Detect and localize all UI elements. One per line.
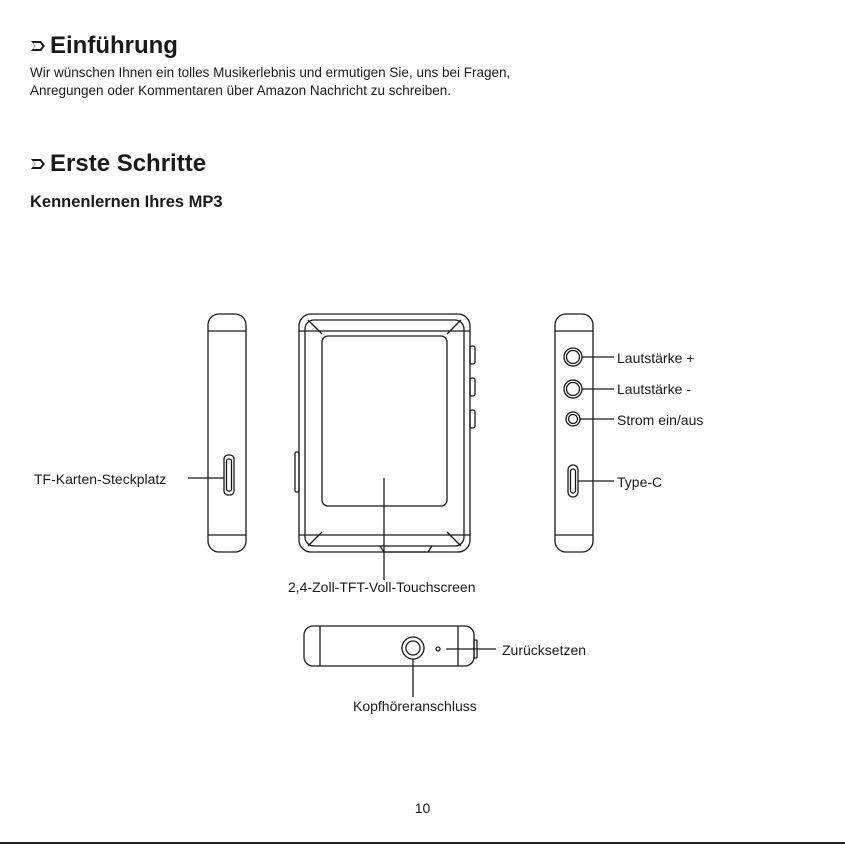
volume-down-label: Lautstärke - [617,381,691,397]
intro-line-2: Anregungen oder Kommentaren über Amazon Nachricht zu schreiben. [30,83,451,98]
intro-line-1: Wir wünschen Ihnen ein tolles Musikerlebnis und ermutigen Sie, uns bei Fragen, [30,65,511,80]
type-c-port [568,465,578,497]
reset-label: Zurücksetzen [502,642,587,658]
front-view [295,314,475,580]
headphone-jack-label: Kopfhöreranschluss [353,698,477,714]
tf-card-slot [224,455,234,495]
volume-up-label: Lautstärke + [617,350,695,366]
page-number: 10 [414,800,431,816]
touchscreen-label: 2,4-Zoll-TFT-Voll-Touchscreen [288,579,476,595]
headphone-jack [402,637,424,659]
type-c-label: Type-C [617,474,663,490]
reset-hole [436,647,440,651]
start-subtitle: Kennenlernen Ihres MP3 [30,193,223,211]
bottom-rule [0,842,845,844]
start-title: Erste Schritte [50,150,207,177]
tf-slot-label: TF-Karten-Steckplatz [34,471,167,487]
power-label: Strom ein/aus [617,412,704,428]
right-side-view [555,314,614,552]
left-side-view [188,314,246,552]
intro-title: Einführung [50,32,178,59]
bottom-view [304,626,496,697]
